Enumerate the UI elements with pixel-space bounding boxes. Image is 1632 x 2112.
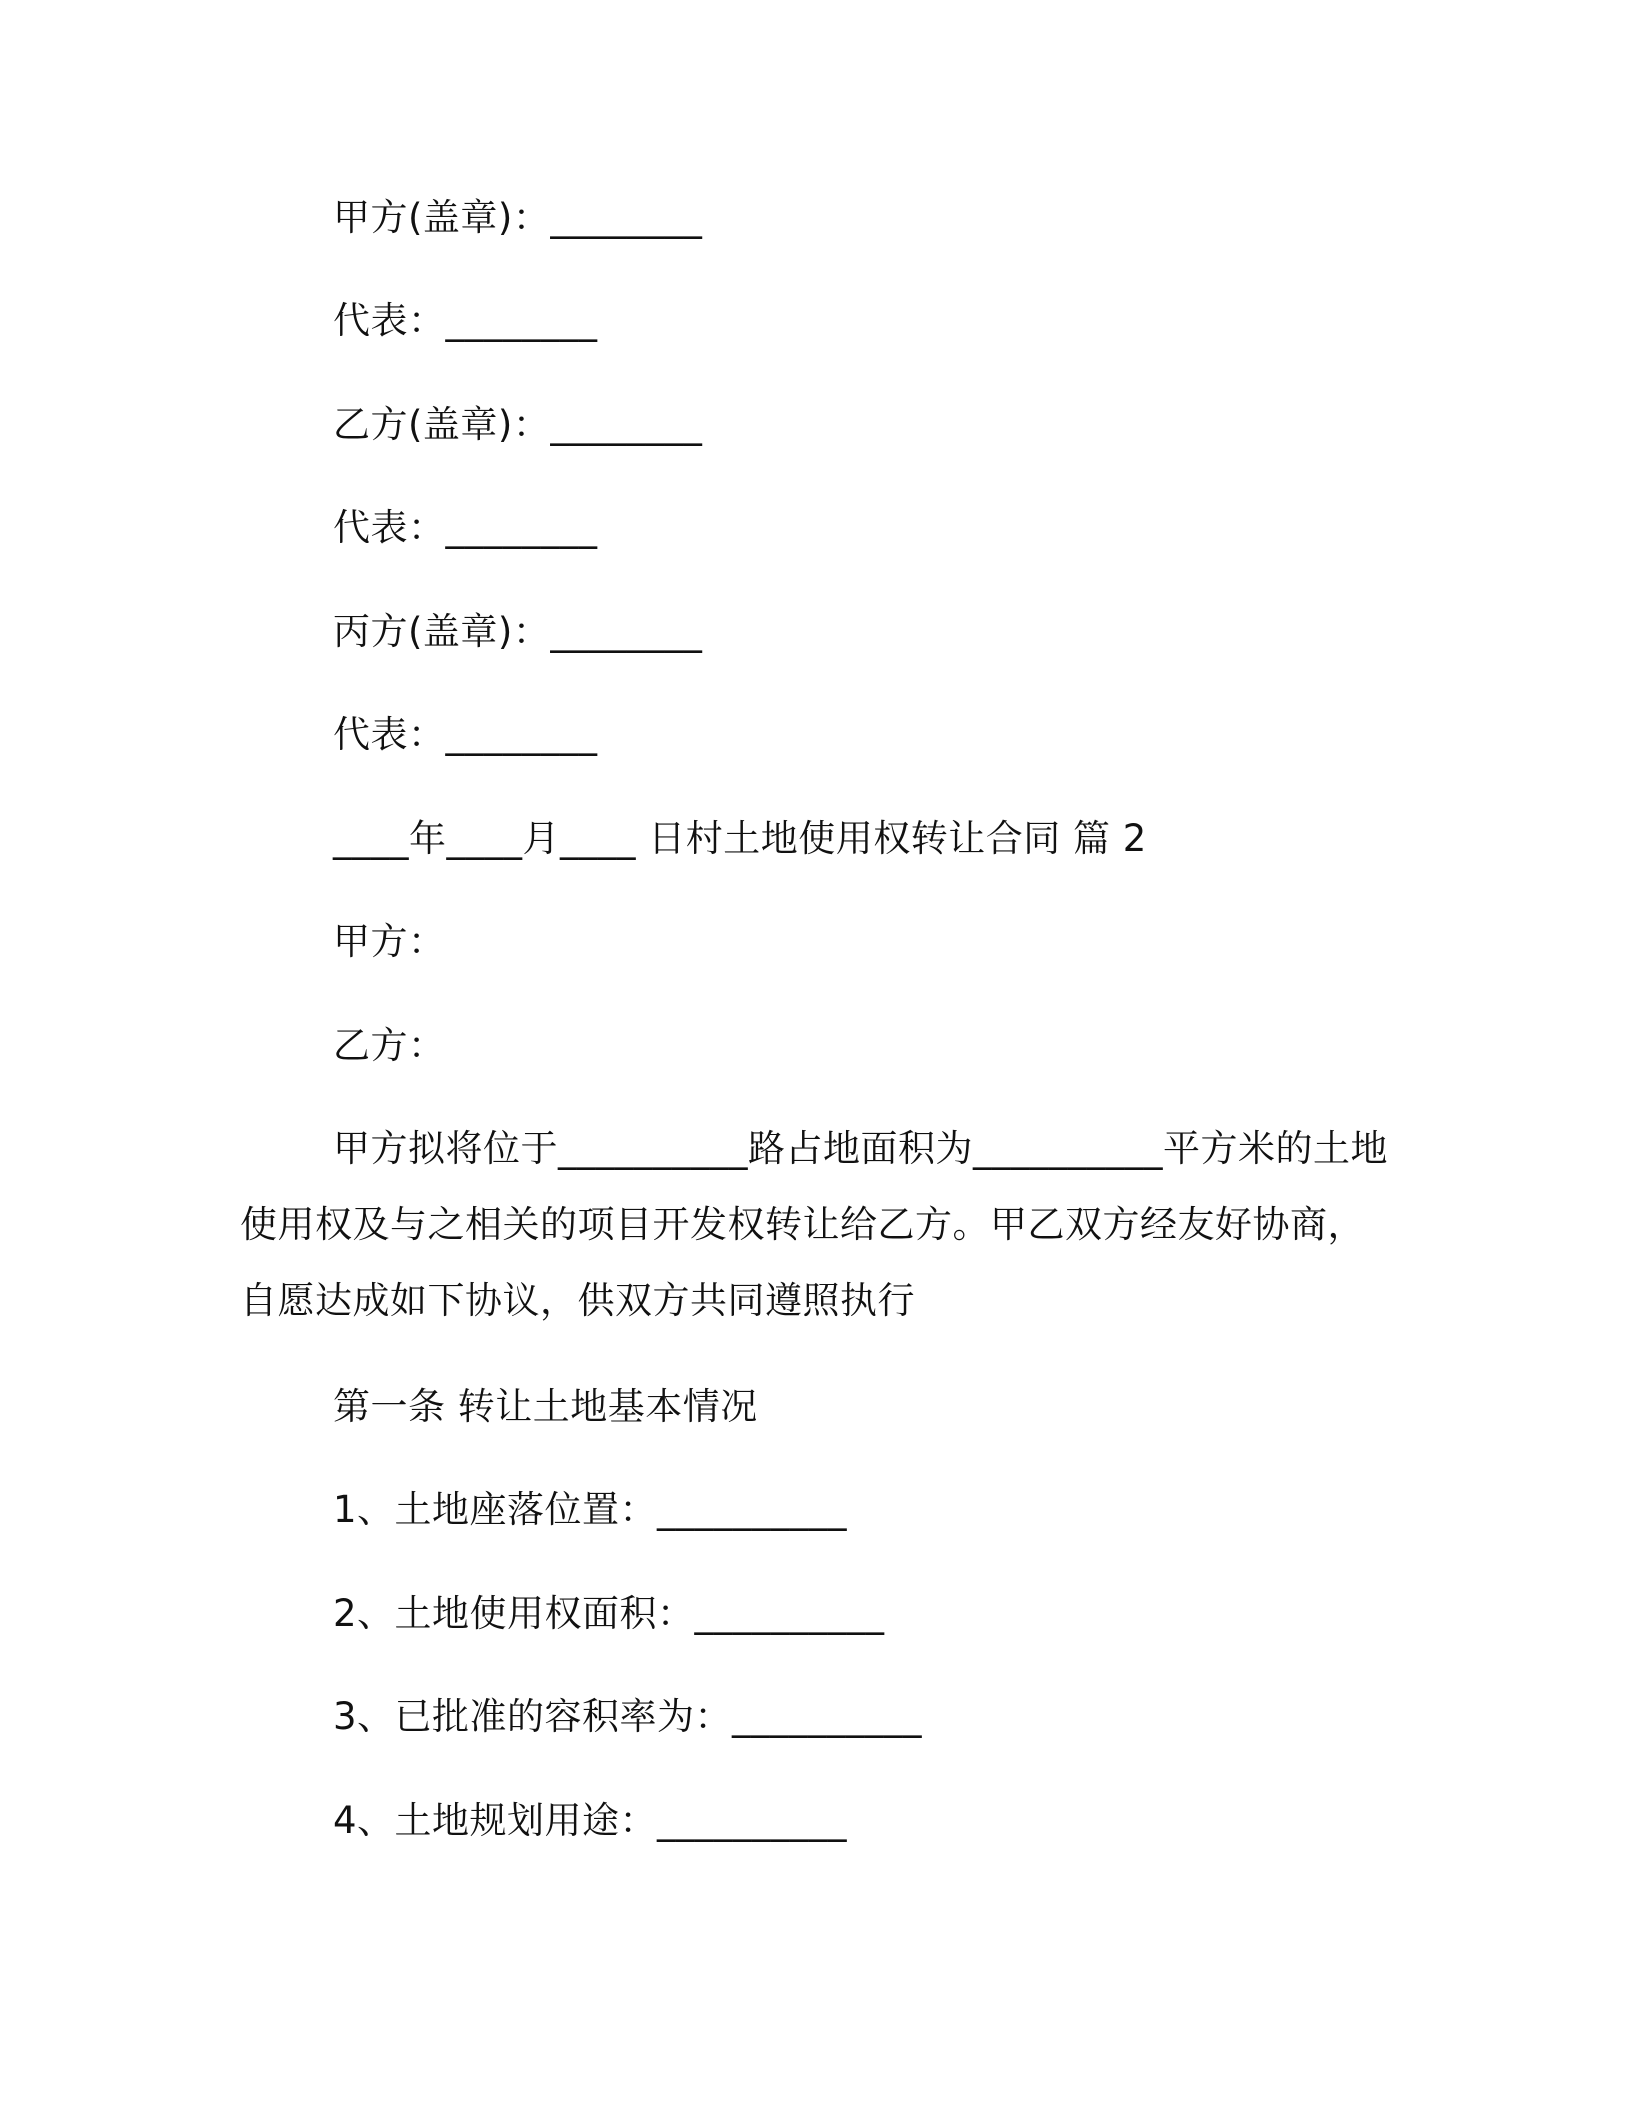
- article-1-item-location: 1、土地座落位置：__________: [333, 1488, 848, 1531]
- party-b-label: 乙方：: [333, 1024, 446, 1067]
- party-a-label: 甲方：: [333, 920, 446, 963]
- party-c-seal-line: 丙方(盖章)：________: [333, 610, 703, 653]
- party-a-seal-line: 甲方(盖章)：________: [333, 196, 703, 239]
- article-1-item-land-use: 4、土地规划用途：__________: [333, 1799, 848, 1842]
- intro-paragraph-text: 甲方拟将位于__________路占地面积为__________平方米的土地使用权及与之相关的项目开发权转让给乙方。甲乙双方经友好协商，自愿达成如下协议，供双方共同遵照执行: [240, 1127, 1388, 1322]
- party-b-representative-line: 代表：________: [333, 506, 598, 549]
- date-and-contract-title: ____年____月____ 日村土地使用权转让合同 篇 2: [333, 817, 1147, 860]
- intro-paragraph: [240, 1111, 1390, 1339]
- party-a-representative-line: 代表：________: [333, 299, 598, 342]
- article-1-item-plot-ratio: 3、已批准的容积率为：__________: [333, 1695, 923, 1738]
- article-1-item-area: 2、土地使用权面积：__________: [333, 1592, 885, 1635]
- party-c-representative-line: 代表：________: [333, 713, 598, 756]
- party-b-seal-line: 乙方(盖章)：________: [333, 403, 703, 446]
- article-1-heading: 第一条 转让土地基本情况: [333, 1385, 758, 1428]
